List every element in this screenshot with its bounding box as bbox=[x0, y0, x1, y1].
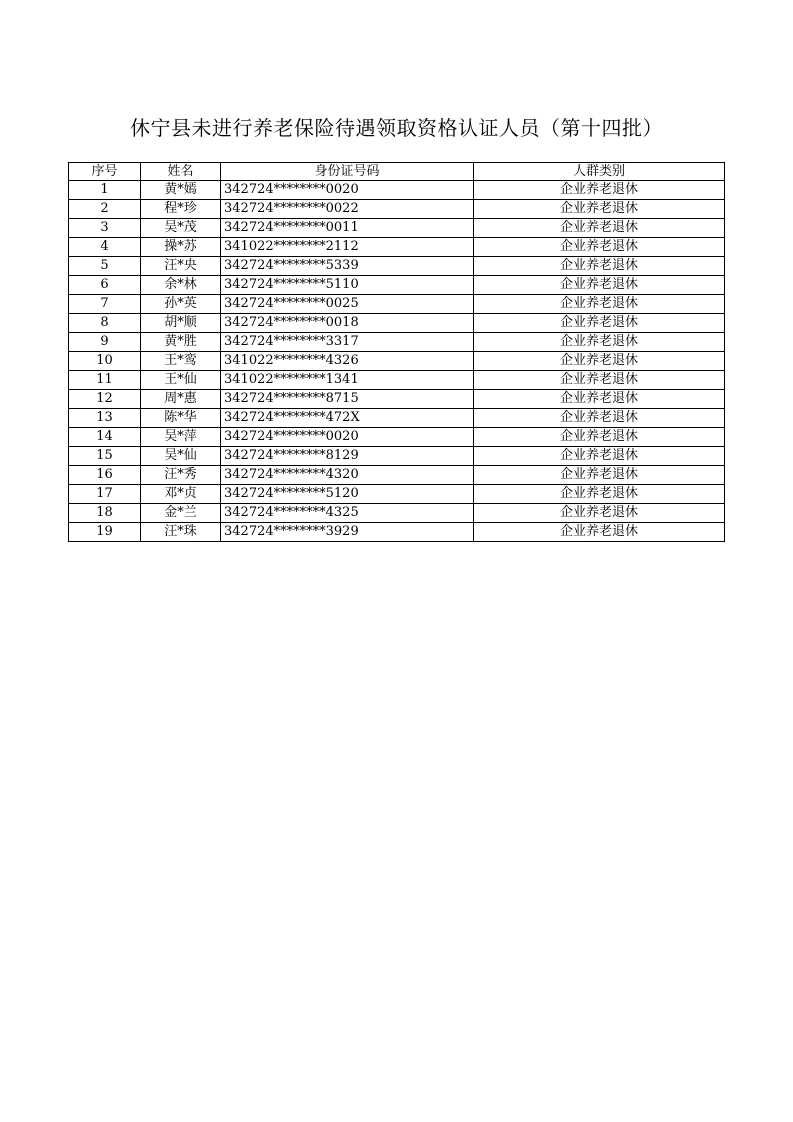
cell-name: 汪*秀 bbox=[141, 466, 221, 485]
cell-index: 4 bbox=[69, 238, 141, 257]
cell-id-number: 342724********0018 bbox=[221, 314, 474, 333]
cell-index: 11 bbox=[69, 371, 141, 390]
header-category: 人群类别 bbox=[474, 163, 725, 181]
cell-index: 17 bbox=[69, 485, 141, 504]
cell-category: 企业养老退休 bbox=[474, 371, 725, 390]
cell-category: 企业养老退休 bbox=[474, 276, 725, 295]
cell-id-number: 342724********0011 bbox=[221, 219, 474, 238]
cell-name: 孙*英 bbox=[141, 295, 221, 314]
cell-index: 7 bbox=[69, 295, 141, 314]
cell-index: 6 bbox=[69, 276, 141, 295]
cell-id-number: 342724********3929 bbox=[221, 523, 474, 542]
cell-category: 企业养老退休 bbox=[474, 200, 725, 219]
table-row bbox=[69, 238, 725, 257]
cell-name: 邓*贞 bbox=[141, 485, 221, 504]
cell-category: 企业养老退休 bbox=[474, 314, 725, 333]
table-header-row bbox=[69, 163, 725, 181]
cell-category: 企业养老退休 bbox=[474, 257, 725, 276]
cell-index: 3 bbox=[69, 219, 141, 238]
table-row bbox=[69, 276, 725, 295]
cell-category: 企业养老退休 bbox=[474, 447, 725, 466]
cell-category: 企业养老退休 bbox=[474, 523, 725, 542]
cell-id-number: 341022********1341 bbox=[221, 371, 474, 390]
cell-id-number: 342724********0022 bbox=[221, 200, 474, 219]
cell-id-number: 341022********4326 bbox=[221, 352, 474, 371]
cell-category: 企业养老退休 bbox=[474, 504, 725, 523]
cell-name: 陈*华 bbox=[141, 409, 221, 428]
cell-category: 企业养老退休 bbox=[474, 333, 725, 352]
table-row bbox=[69, 333, 725, 352]
cell-category: 企业养老退休 bbox=[474, 428, 725, 447]
cell-id-number: 341022********2112 bbox=[221, 238, 474, 257]
cell-index: 9 bbox=[69, 333, 141, 352]
cell-name: 汪*珠 bbox=[141, 523, 221, 542]
cell-name: 程*珍 bbox=[141, 200, 221, 219]
table-row bbox=[69, 257, 725, 276]
table-row bbox=[69, 219, 725, 238]
cell-index: 14 bbox=[69, 428, 141, 447]
table-row bbox=[69, 523, 725, 542]
cell-name: 吴*萍 bbox=[141, 428, 221, 447]
page-title: 休宁县未进行养老保险待遇领取资格认证人员（第十四批） bbox=[130, 116, 663, 140]
cell-index: 15 bbox=[69, 447, 141, 466]
cell-id-number: 342724********4325 bbox=[221, 504, 474, 523]
table-row bbox=[69, 409, 725, 428]
table-row bbox=[69, 485, 725, 504]
table-row bbox=[69, 504, 725, 523]
table-row bbox=[69, 428, 725, 447]
cell-category: 企业养老退休 bbox=[474, 390, 725, 409]
table-row bbox=[69, 466, 725, 485]
cell-name: 黄*胜 bbox=[141, 333, 221, 352]
cell-name: 胡*顺 bbox=[141, 314, 221, 333]
cell-category: 企业养老退休 bbox=[474, 181, 725, 200]
cell-index: 18 bbox=[69, 504, 141, 523]
cell-name: 吴*仙 bbox=[141, 447, 221, 466]
cell-name: 黄*嫣 bbox=[141, 181, 221, 200]
header-index: 序号 bbox=[69, 163, 141, 181]
roster-table bbox=[68, 162, 725, 542]
cell-category: 企业养老退休 bbox=[474, 352, 725, 371]
cell-name: 汪*央 bbox=[141, 257, 221, 276]
cell-index: 16 bbox=[69, 466, 141, 485]
cell-category: 企业养老退休 bbox=[474, 485, 725, 504]
cell-id-number: 342724********5110 bbox=[221, 276, 474, 295]
cell-id-number: 342724********5339 bbox=[221, 257, 474, 276]
cell-index: 8 bbox=[69, 314, 141, 333]
cell-index: 13 bbox=[69, 409, 141, 428]
cell-category: 企业养老退休 bbox=[474, 466, 725, 485]
cell-index: 5 bbox=[69, 257, 141, 276]
header-id-number: 身份证号码 bbox=[221, 163, 474, 181]
table-row bbox=[69, 352, 725, 371]
cell-index: 1 bbox=[69, 181, 141, 200]
cell-id-number: 342724********0020 bbox=[221, 181, 474, 200]
cell-index: 12 bbox=[69, 390, 141, 409]
table-row bbox=[69, 390, 725, 409]
cell-name: 王*仙 bbox=[141, 371, 221, 390]
table-row bbox=[69, 181, 725, 200]
cell-id-number: 342724********472X bbox=[221, 409, 474, 428]
cell-category: 企业养老退休 bbox=[474, 238, 725, 257]
cell-index: 19 bbox=[69, 523, 141, 542]
cell-category: 企业养老退休 bbox=[474, 295, 725, 314]
cell-name: 金*兰 bbox=[141, 504, 221, 523]
table-row bbox=[69, 371, 725, 390]
cell-index: 2 bbox=[69, 200, 141, 219]
cell-id-number: 342724********3317 bbox=[221, 333, 474, 352]
cell-id-number: 342724********0025 bbox=[221, 295, 474, 314]
cell-name: 王*鸾 bbox=[141, 352, 221, 371]
cell-name: 吴*茂 bbox=[141, 219, 221, 238]
cell-id-number: 342724********0020 bbox=[221, 428, 474, 447]
table-row bbox=[69, 447, 725, 466]
header-name: 姓名 bbox=[141, 163, 221, 181]
table-body bbox=[69, 181, 725, 542]
cell-id-number: 342724********8129 bbox=[221, 447, 474, 466]
cell-name: 周*惠 bbox=[141, 390, 221, 409]
cell-id-number: 342724********5120 bbox=[221, 485, 474, 504]
table-row bbox=[69, 200, 725, 219]
cell-name: 余*林 bbox=[141, 276, 221, 295]
cell-category: 企业养老退休 bbox=[474, 219, 725, 238]
cell-id-number: 342724********8715 bbox=[221, 390, 474, 409]
table-row bbox=[69, 295, 725, 314]
cell-index: 10 bbox=[69, 352, 141, 371]
cell-id-number: 342724********4320 bbox=[221, 466, 474, 485]
cell-category: 企业养老退休 bbox=[474, 409, 725, 428]
table-row bbox=[69, 314, 725, 333]
cell-name: 操*苏 bbox=[141, 238, 221, 257]
